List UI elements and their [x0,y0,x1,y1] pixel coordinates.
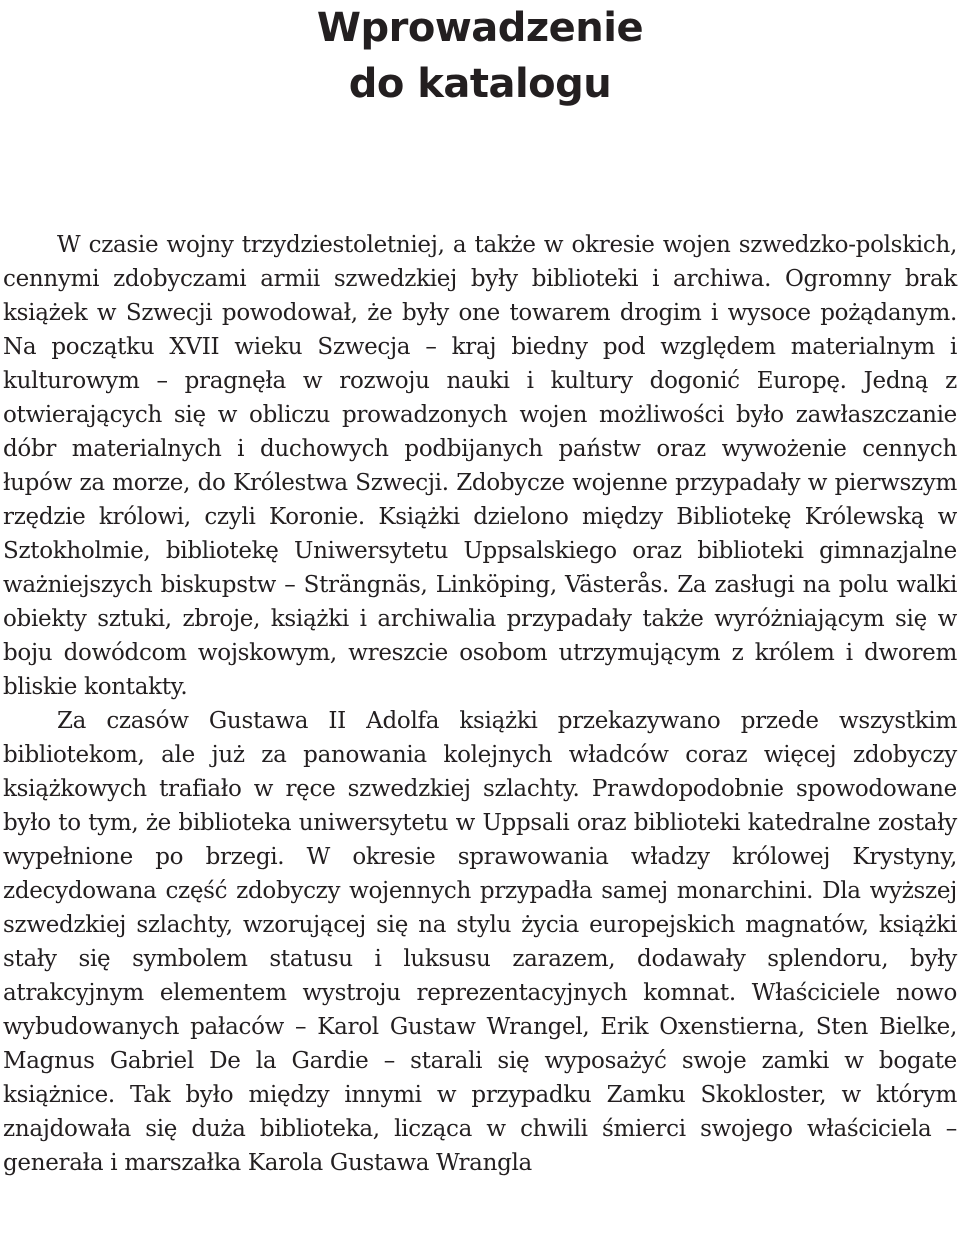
title-line-2: do katalogu [348,61,612,107]
paragraph-2: Za czasów Gustawa II Adolfa książki przekazywano przede wszystkim bibliotekom, ale już za panowania kolejnych władców coraz więcej zdobyczy książkowych trafiało w ręce szwedzkiej szlachty. Prawdopodobnie spowodowane było to tym, że biblioteka uniwersytetu w Uppsali oraz biblioteki katedralne zostały wypełnione po brzegi. W okresie sprawowania władzy królowej Krystyny, zdecydowana część zdobyczy wojennych przypadła samej monarchini. Dla wyższej szwedzkiej szlachty, wzorującej się na stylu życia europejskich magnatów, książki stały się symbolem statusu i luksusu zarazem, dodawały splendoru, były atrakcyjnym elementem wystroju reprezentacyjnych komnat. Właściciele nowo wybudowanych pałaców – Karol Gustaw Wrangel, Erik Oxenstierna, Sten Bielke, Magnus Gabriel De la Gardie – starali się wyposażyć swoje zamki w bogate książnice. Tak było między innymi w przypadku Zamku Skokloster, w którym znajdowała się duża biblioteka, licząca w chwili śmierci swojego właściciela – generała i marszałka Karola Gustawa Wrangla [3,708,957,1176]
title-line-1: Wprowadzenie [316,5,644,51]
body-text [3,228,957,1180]
page-title [0,0,960,112]
paragraph-1: W czasie wojny trzydziestoletniej, a także w okresie wojen szwedzko-polskich, cennymi zdobyczami armii szwedzkiej były biblioteki i archiwa. Ogromny brak książek w Szwecji powodował, że były one towarem drogim i wysoce pożądanym. Na początku XVII wieku Szwecja – kraj biedny pod względem materialnym i kulturowym – pragnęła w rozwoju nauki i kultury dogonić Europę. Jedną z otwierających się w obliczu prowadzonych wojen możliwości było zawłaszczanie dóbr materialnych i duchowych podbijanych państw oraz wywożenie cennych łupów za morze, do Królestwa Szwecji. Zdobycze wojenne przypadały w pierwszym rzędzie królowi, czyli Koronie. Książki dzielono między Bibliotekę Królewską w Sztokholmie, bibliotekę Uniwersytetu Uppsalskiego oraz biblioteki gimnazjalne ważniejszych biskupstw – Strängnäs, Linköping, Västerås. Za zasługi na polu walki obiekty sztuki, zbroje, książki i archiwalia przypadały także wyróżniającym się w boju dowódcom wojskowym, wreszcie osobom utrzymującym z królem i dworem bliskie kontakty. [3,232,957,700]
